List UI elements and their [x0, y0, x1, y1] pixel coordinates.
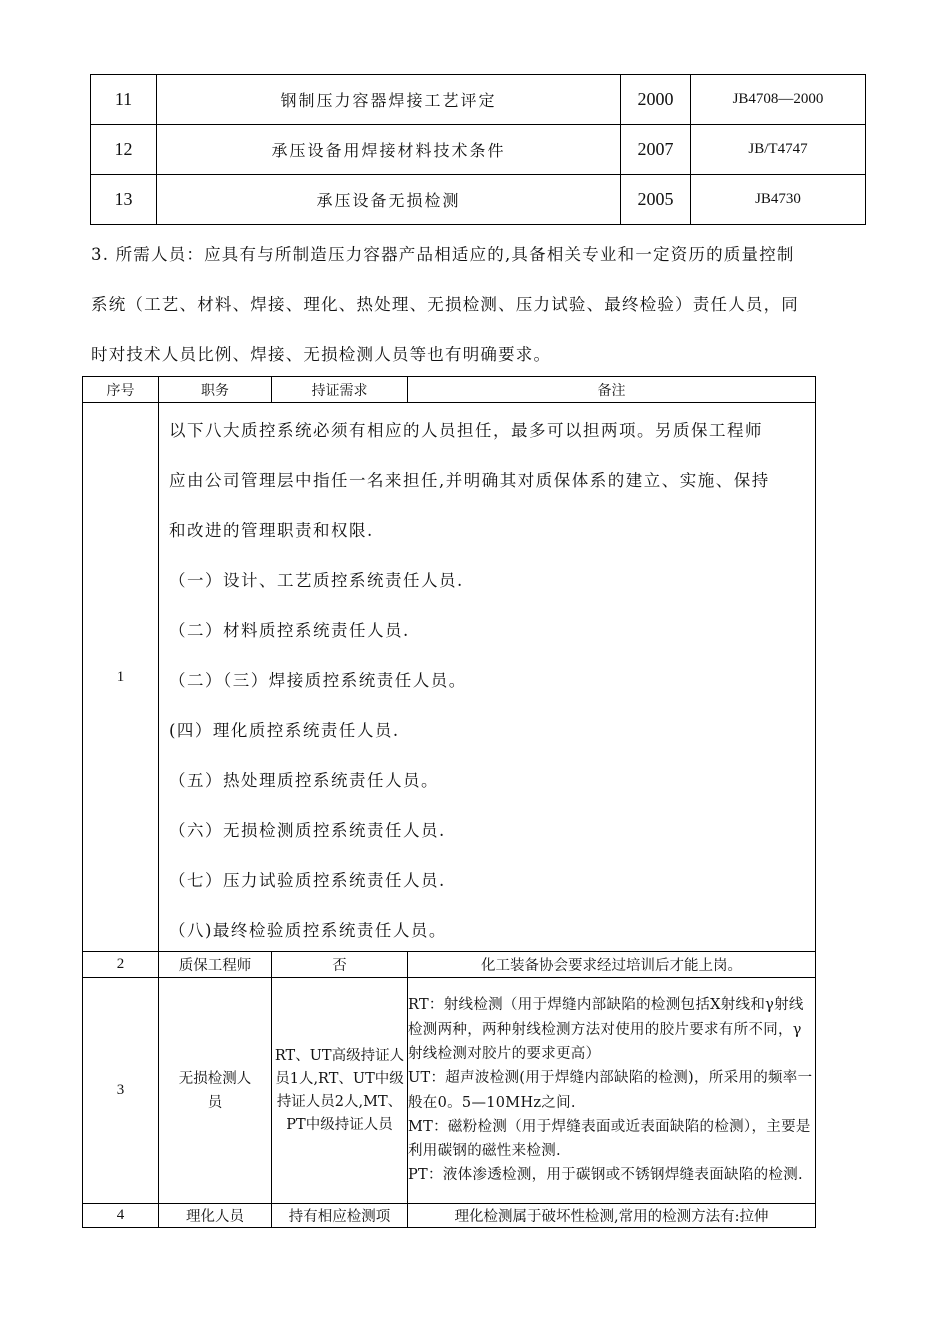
- table-row: [83, 952, 816, 978]
- table-row: [83, 978, 816, 1204]
- row-number: 2: [83, 952, 159, 978]
- duty-cell: 理化人员: [159, 1204, 272, 1228]
- mt-note: MT：磁粉检测（用于焊缝表面或近表面缺陷的检测），主要是利用碳钢的磁性来检测.: [408, 1118, 811, 1160]
- header-number: 序号: [83, 377, 159, 403]
- standard-year: 2000: [621, 75, 691, 125]
- quality-system-note: [159, 403, 816, 952]
- table-row: [83, 403, 816, 952]
- paragraph-line-3: 时对技术人员比例、焊接、无损检测人员等也有明确要求。: [91, 345, 552, 364]
- standard-number: 11: [91, 75, 157, 125]
- ndt-note-cell: [408, 978, 816, 1204]
- standard-year: 2005: [621, 175, 691, 225]
- duty-cell: [159, 978, 272, 1204]
- note-cell: 化工装备协会要求经过培训后才能上岗。: [408, 952, 816, 978]
- note-line: （五）热处理质控系统责任人员。: [169, 771, 439, 790]
- cert-cell: 否: [272, 952, 408, 978]
- paragraph-line-2: 系统（工艺、材料、焊接、理化、热处理、无损检测、压力试验、最终检验）责任人员，同: [91, 295, 799, 314]
- note-line: （二）材料质控系统责任人员.: [169, 621, 410, 640]
- table-row: [91, 175, 866, 225]
- paragraph-line-1: 3. 所需人员：应具有与所制造压力容器产品相适应的,具备相关专业和一定资历的质量控制: [91, 245, 795, 264]
- note-cell: 理化检测属于破坏性检测,常用的检测方法有:拉伸: [408, 1204, 816, 1228]
- standard-code: JB/T4747: [691, 125, 866, 175]
- note-line: （八)最终检验质控系统责任人员。: [169, 921, 447, 940]
- note-line: （七）压力试验质控系统责任人员.: [169, 871, 446, 890]
- table-row: [91, 125, 866, 175]
- note-line: （一）设计、工艺质控系统责任人员.: [169, 571, 464, 590]
- note-line: 和改进的管理职责和权限.: [169, 521, 374, 540]
- standard-name: 钢制压力容器焊接工艺评定: [157, 75, 621, 125]
- row-number: 1: [83, 403, 159, 952]
- standards-table: [90, 74, 866, 225]
- personnel-table: [82, 376, 816, 1228]
- standard-number: 12: [91, 125, 157, 175]
- duty-text: 无损检测人员: [178, 1070, 252, 1111]
- table-header-row: [83, 377, 816, 403]
- row-number: 4: [83, 1204, 159, 1228]
- standard-year: 2007: [621, 125, 691, 175]
- header-note: 备注: [408, 377, 816, 403]
- standard-code: JB4708—2000: [691, 75, 866, 125]
- table-row: [83, 1204, 816, 1228]
- rt-note: RT：射线检测（用于焊缝内部缺陷的检测包括X射线和γ射线检测两种，两种射线检测方法对使用的胶片要求有所不同，γ射线检测对胶片的要求更高）: [408, 997, 804, 1062]
- table-row: [91, 75, 866, 125]
- note-line: （二）（三）焊接质控系统责任人员。: [169, 671, 467, 690]
- row-number: 3: [83, 978, 159, 1204]
- note-line: (四）理化质控系统责任人员.: [169, 721, 400, 740]
- ut-note: UT：超声波检测(用于焊缝内部缺陷的检测)，所采用的频率一般在0。5—10MHz之间.: [408, 1070, 813, 1111]
- standard-name: 承压设备无损检测: [157, 175, 621, 225]
- cert-cell: RT、UT高级持证人员1人,RT、UT中级持证人员2人,MT、PT中级持证人员: [272, 978, 408, 1204]
- standard-number: 13: [91, 175, 157, 225]
- cert-cell: 持有相应检测项: [272, 1204, 408, 1228]
- header-cert: 持证需求: [272, 377, 408, 403]
- note-line: （六）无损检测质控系统责任人员.: [169, 821, 446, 840]
- duty-cell: 质保工程师: [159, 952, 272, 978]
- pt-note: PT：液体渗透检测，用于碳钢或不锈钢焊缝表面缺陷的检测.: [408, 1167, 803, 1184]
- header-duty: 职务: [159, 377, 272, 403]
- standard-name: 承压设备用焊接材料技术条件: [157, 125, 621, 175]
- standard-code: JB4730: [691, 175, 866, 225]
- note-line: 应由公司管理层中指任一名来担任,并明确其对质保体系的建立、实施、保持: [169, 471, 770, 490]
- note-line: 以下八大质控系统必须有相应的人员担任，最多可以担两项。另质保工程师: [169, 421, 763, 440]
